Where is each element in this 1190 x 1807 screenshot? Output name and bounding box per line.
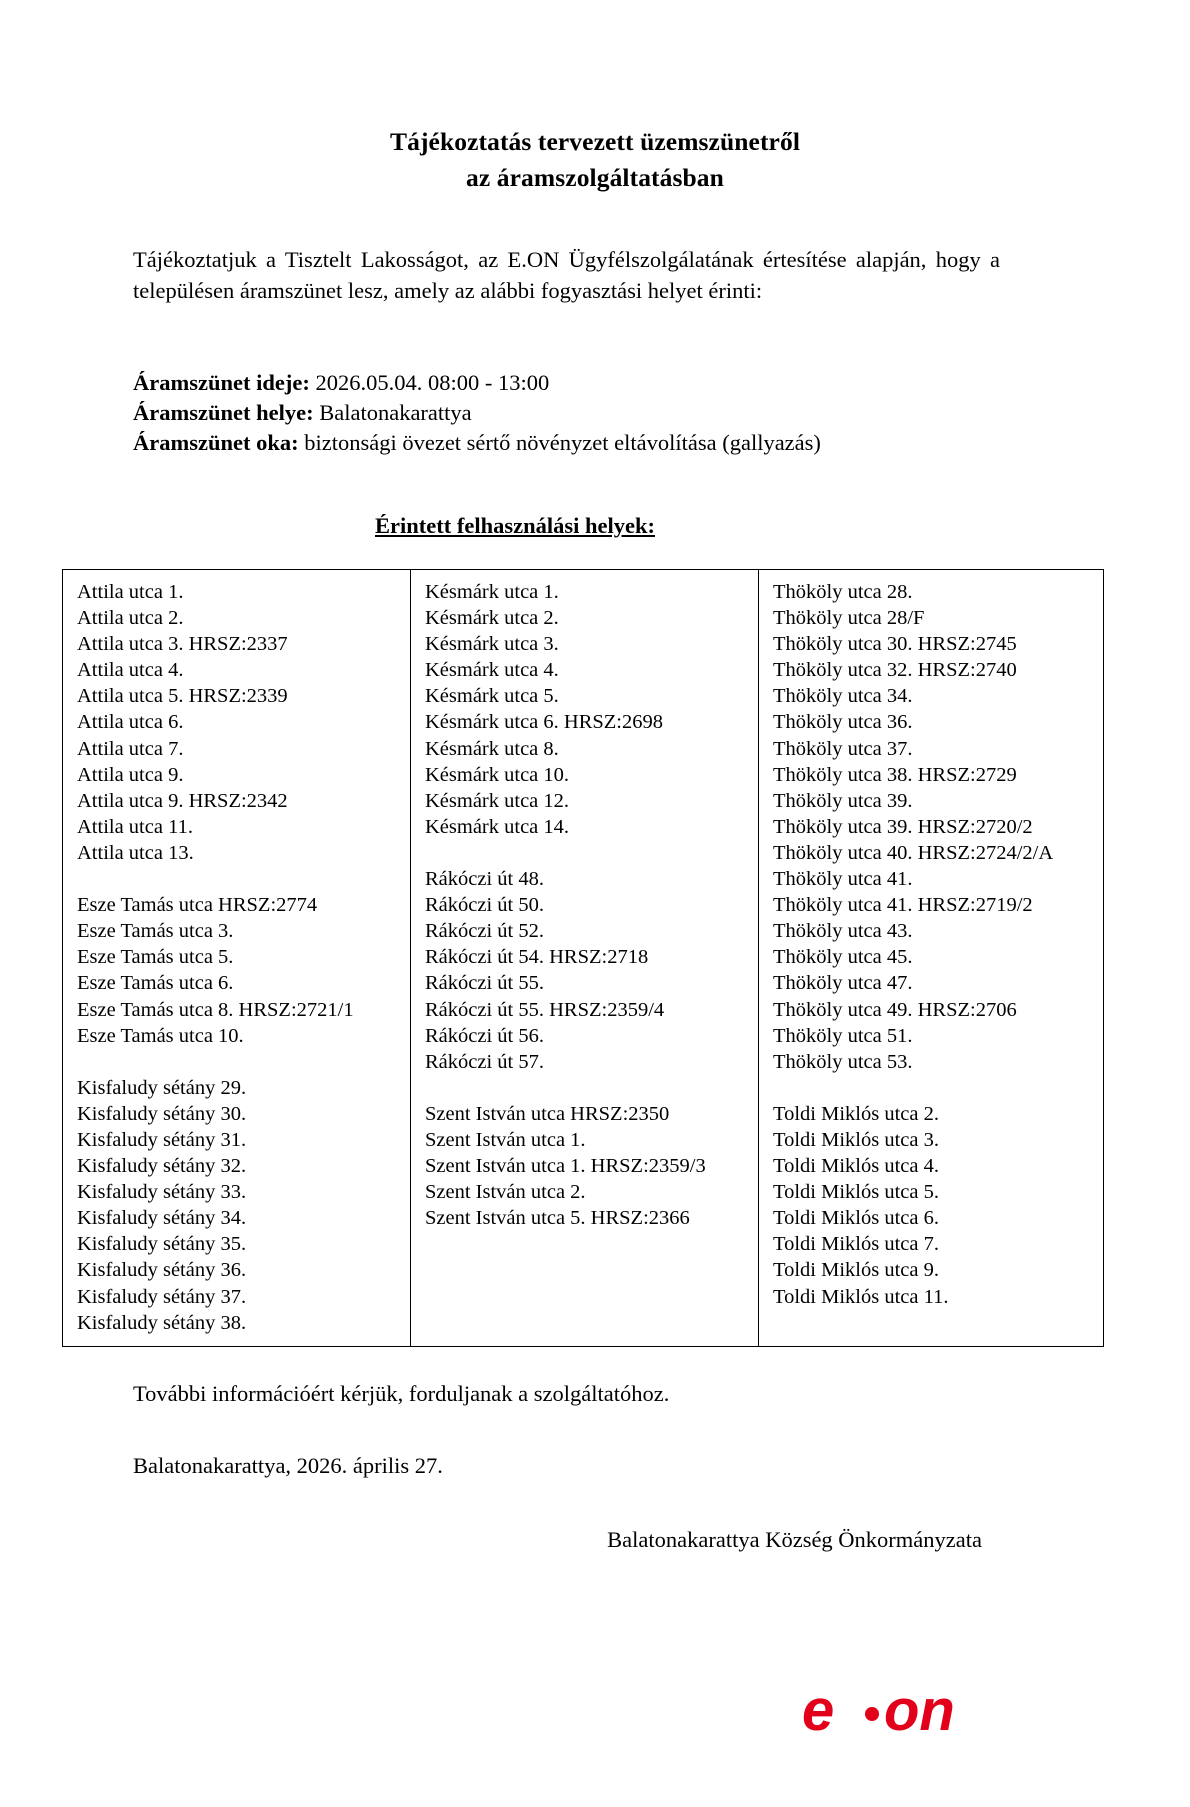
address-item: Attila utca 4. <box>77 659 184 682</box>
address-item: Toldi Miklós utca 7. <box>773 1233 939 1256</box>
table-row <box>63 570 1104 1347</box>
address-item: Thököly utca 39. HRSZ:2720/2 <box>773 815 1033 838</box>
address-item: Attila utca 7. <box>77 737 184 760</box>
address-item: Kisfaludy sétány 31. <box>77 1128 247 1151</box>
address-item: Kisfaludy sétány 32. <box>77 1155 247 1178</box>
address-item: Késmárk utca 1. <box>425 581 559 603</box>
address-item: Thököly utca 34. <box>773 685 913 708</box>
address-item: Esze Tamás utca 5. <box>77 946 234 969</box>
address-item: Rákóczi út 50. <box>425 894 544 917</box>
address-item: Attila utca 3. HRSZ:2337 <box>77 633 288 656</box>
address-item: Attila utca 9. HRSZ:2342 <box>77 789 288 812</box>
address-item: Thököly utca 51. <box>773 1024 913 1047</box>
title-line-2: az áramszolgáltatásban <box>466 163 724 192</box>
affected-locations-heading-text: Érintett felhasználási helyek: <box>375 513 655 538</box>
intro-paragraph: Tájékoztatjuk a Tisztelt Lakosságot, az E.ON Ügyfélszolgálatának értesítése alapján, hogy a településen áramszünet lesz, amely az alábbi fogyasztási helyet érinti: <box>133 247 1000 303</box>
address-item: Szent István utca 1. HRSZ:2359/3 <box>425 1155 706 1178</box>
address-spacer <box>773 1075 1103 1101</box>
address-item: Attila utca 11. <box>77 815 193 838</box>
detail-row-time <box>133 368 1190 398</box>
address-item: Toldi Miklós utca 4. <box>773 1155 939 1178</box>
address-column-2 <box>411 570 759 1347</box>
address-item: Rákóczi út 55. HRSZ:2359/4 <box>425 998 665 1021</box>
address-item: Rákóczi út 56. <box>425 1024 544 1047</box>
address-item: Toldi Miklós utca 3. <box>773 1128 939 1151</box>
address-item: Toldi Miklós utca 9. <box>773 1259 939 1282</box>
detail-row-reason <box>133 428 1190 458</box>
address-item: Thököly utca 37. <box>773 737 913 760</box>
address-list-3 <box>773 579 1103 1310</box>
address-item: Thököly utca 30. HRSZ:2745 <box>773 633 1017 656</box>
address-item: Rákóczi út 54. HRSZ:2718 <box>425 946 649 969</box>
detail-label-time: Áramszünet ideje: <box>133 370 310 395</box>
address-item: Thököly utca 38. HRSZ:2729 <box>773 763 1017 786</box>
address-item: Toldi Miklós utca 11. <box>773 1285 949 1308</box>
address-item: Esze Tamás utca HRSZ:2774 <box>77 894 318 917</box>
address-item: Thököly utca 41. HRSZ:2719/2 <box>773 894 1033 917</box>
address-list-1 <box>77 579 410 1336</box>
address-item: Esze Tamás utca 3. <box>77 920 234 943</box>
address-item: Thököly utca 43. <box>773 920 913 943</box>
document-page <box>0 124 1190 1807</box>
address-item: Attila utca 6. <box>77 711 184 734</box>
address-item: Kisfaludy sétány 35. <box>77 1233 247 1256</box>
eon-logo-text-e: e <box>802 1678 835 1743</box>
address-item: Esze Tamás utca 10. <box>77 1024 244 1047</box>
detail-value-reason: biztonsági övezet sértő növényzet eltávolítása (gallyazás) <box>304 430 821 455</box>
address-item: Kisfaludy sétány 36. <box>77 1259 247 1282</box>
address-item: Késmárk utca 14. <box>425 815 570 838</box>
address-item: Thököly utca 36. <box>773 711 913 734</box>
address-item: Thököly utca 40. HRSZ:2724/2/A <box>773 841 1054 864</box>
affected-addresses-table <box>62 569 1104 1347</box>
footer-note: További információért kérjük, forduljanak a szolgáltatóhoz. <box>133 1380 670 1406</box>
address-item: Rákóczi út 52. <box>425 920 544 943</box>
address-item: Szent István utca HRSZ:2350 <box>425 1102 670 1125</box>
address-item: Thököly utca 47. <box>773 972 913 995</box>
address-item: Thököly utca 39. <box>773 789 913 812</box>
address-item: Attila utca 2. <box>77 607 184 630</box>
address-spacer <box>425 1075 758 1101</box>
address-item: Attila utca 5. HRSZ:2339 <box>77 685 288 708</box>
address-item: Thököly utca 45. <box>773 946 913 969</box>
address-item: Késmárk utca 2. <box>425 607 559 630</box>
address-item: Rákóczi út 57. <box>425 1050 544 1073</box>
page-title <box>0 124 1190 196</box>
address-item: Toldi Miklós utca 5. <box>773 1181 939 1204</box>
address-item: Thököly utca 28/F <box>773 607 925 630</box>
footer-date: Balatonakarattya, 2026. április 27. <box>133 1452 443 1478</box>
address-item: Kisfaludy sétány 38. <box>77 1311 247 1334</box>
affected-locations-heading <box>0 513 1190 539</box>
address-item: Késmárk utca 3. <box>425 633 559 656</box>
address-item: Attila utca 9. <box>77 763 184 786</box>
address-item: Szent István utca 2. <box>425 1181 586 1204</box>
address-spacer <box>77 866 410 892</box>
address-item: Thököly utca 28. <box>773 581 913 603</box>
address-item: Thököly utca 32. HRSZ:2740 <box>773 659 1017 682</box>
address-list-2 <box>425 579 758 1231</box>
address-item: Esze Tamás utca 6. <box>77 972 234 995</box>
address-item: Késmárk utca 12. <box>425 789 570 812</box>
address-item: Toldi Miklós utca 2. <box>773 1102 939 1125</box>
address-item: Esze Tamás utca 8. HRSZ:2721/1 <box>77 998 354 1021</box>
eon-logo-icon <box>802 1676 962 1746</box>
eon-logo <box>802 1676 962 1746</box>
address-item: Kisfaludy sétány 37. <box>77 1285 247 1308</box>
address-item: Késmárk utca 6. HRSZ:2698 <box>425 711 663 734</box>
address-item: Kisfaludy sétány 30. <box>77 1102 247 1125</box>
address-item: Attila utca 1. <box>77 581 184 603</box>
address-item: Késmárk utca 4. <box>425 659 559 682</box>
signature-line: Balatonakarattya Község Önkormányzata <box>607 1526 982 1552</box>
eon-logo-text-on: on <box>884 1678 955 1743</box>
address-item: Kisfaludy sétány 33. <box>77 1181 247 1204</box>
address-item: Rákóczi út 55. <box>425 972 544 995</box>
address-item: Késmárk utca 8. <box>425 737 559 760</box>
address-item: Thököly utca 41. <box>773 868 913 891</box>
eon-logo-dot <box>865 1707 879 1721</box>
detail-label-place: Áramszünet helye: <box>133 400 314 425</box>
address-item: Thököly utca 49. HRSZ:2706 <box>773 998 1017 1021</box>
address-item: Kisfaludy sétány 34. <box>77 1207 247 1230</box>
title-line-1: Tájékoztatás tervezett üzemszünetről <box>389 127 801 156</box>
detail-row-place <box>133 398 1190 428</box>
address-item: Szent István utca 1. <box>425 1128 586 1151</box>
address-item: Rákóczi út 48. <box>425 868 544 891</box>
address-item: Késmárk utca 5. <box>425 685 559 708</box>
address-item: Attila utca 13. <box>77 841 194 864</box>
address-item: Kisfaludy sétány 29. <box>77 1076 247 1099</box>
address-item: Toldi Miklós utca 6. <box>773 1207 939 1230</box>
address-item: Szent István utca 5. HRSZ:2366 <box>425 1207 690 1230</box>
address-column-3 <box>759 570 1104 1347</box>
detail-value-time: 2026.05.04. 08:00 - 13:00 <box>315 370 550 395</box>
detail-label-reason: Áramszünet oka: <box>133 430 299 455</box>
address-item: Késmárk utca 10. <box>425 763 570 786</box>
detail-value-place: Balatonakarattya <box>319 400 472 425</box>
address-column-1 <box>63 570 411 1347</box>
address-item: Thököly utca 53. <box>773 1050 913 1073</box>
address-spacer <box>77 1049 410 1075</box>
address-spacer <box>425 840 758 866</box>
outage-details <box>133 368 1190 458</box>
